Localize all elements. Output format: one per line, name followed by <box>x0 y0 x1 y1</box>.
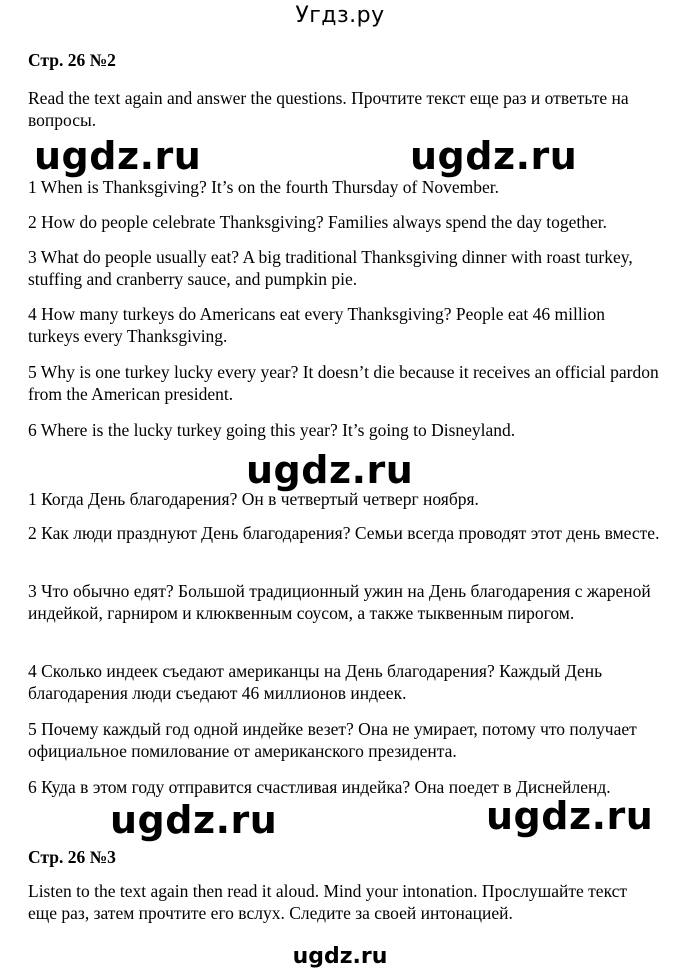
list-item: 2 Как люди празднуют День благодарения? Семьи всегда проводят этот день вместе. <box>28 523 660 543</box>
section-3-instruction-block <box>28 880 660 924</box>
watermark: ugdz.ru <box>34 134 202 178</box>
section-2-heading: Стр. 26 №2 <box>28 50 116 70</box>
watermark: ugdz.ru <box>246 448 414 492</box>
russian-answer-1 <box>28 488 660 510</box>
russian-answer-2 <box>28 522 660 544</box>
english-answer-5 <box>28 361 660 405</box>
english-answer-3 <box>28 246 660 290</box>
list-item: 2 How do people celebrate Thanksgiving? Families always spend the day together. <box>28 212 607 232</box>
english-answer-6 <box>28 419 660 441</box>
russian-answer-5 <box>28 718 660 762</box>
list-item: 5 Почему каждый год одной индейке везет? Она не умирает, потому что получает официальное помилование от американского президента. <box>28 719 637 761</box>
list-item: 6 Куда в этом году отправится счастливая индейка? Она поедет в Диснейленд. <box>28 777 611 797</box>
list-item: 3 Что обычно едят? Большой традиционный ужин на День благодарения с жареной индейкой, гарниром и клюквенным соусом, а также тыквенным пирогом. <box>28 581 651 623</box>
footer-watermark: ugdz.ru <box>292 944 388 969</box>
english-answer-1 <box>28 176 660 198</box>
list-item: 3 What do people usually eat? A big traditional Thanksgiving dinner with roast turkey, stuffing and cranberry sauce, and pumpkin pie. <box>28 247 633 289</box>
section-3 <box>28 846 660 868</box>
list-item: 4 Сколько индеек съедают американцы на День благодарения? Каждый День благодарения люди съедают 46 миллионов индеек. <box>28 661 603 703</box>
section-2-instruction-block <box>28 87 660 131</box>
english-answer-2 <box>28 211 660 233</box>
russian-answer-4 <box>28 660 660 704</box>
watermark: ugdz.ru <box>110 798 278 842</box>
list-item: 1 When is Thanksgiving? It’s on the fourth Thursday of November. <box>28 177 499 197</box>
watermark: ugdz.ru <box>410 134 578 178</box>
russian-answer-3 <box>28 580 660 624</box>
list-item: 6 Where is the lucky turkey going this year? It’s going to Disneyland. <box>28 420 516 440</box>
list-item: 5 Why is one turkey lucky every year? It doesn’t die because it receives an official pardon from the American president. <box>28 362 659 404</box>
list-item: 4 How many turkeys do Americans eat every Thanksgiving? People eat 46 million turkeys every Thanksgiving. <box>28 304 606 346</box>
section-3-heading: Стр. 26 №3 <box>28 847 116 867</box>
section-3-instruction: Listen to the text again then read it aloud. Mind your intonation. Прослушайте текст еще раз, затем прочтите его вслух. Следите за своей интонацией. <box>28 881 628 923</box>
site-title: Угдз.ру <box>295 3 385 28</box>
english-answer-4 <box>28 303 660 347</box>
section-2 <box>28 49 660 71</box>
watermark: ugdz.ru <box>486 794 654 838</box>
list-item: 1 Когда День благодарения? Он в четвертый четверг ноября. <box>28 489 479 509</box>
section-2-instruction: Read the text again and answer the questions. Прочтите текст еще раз и ответьте на вопросы. <box>28 88 629 130</box>
